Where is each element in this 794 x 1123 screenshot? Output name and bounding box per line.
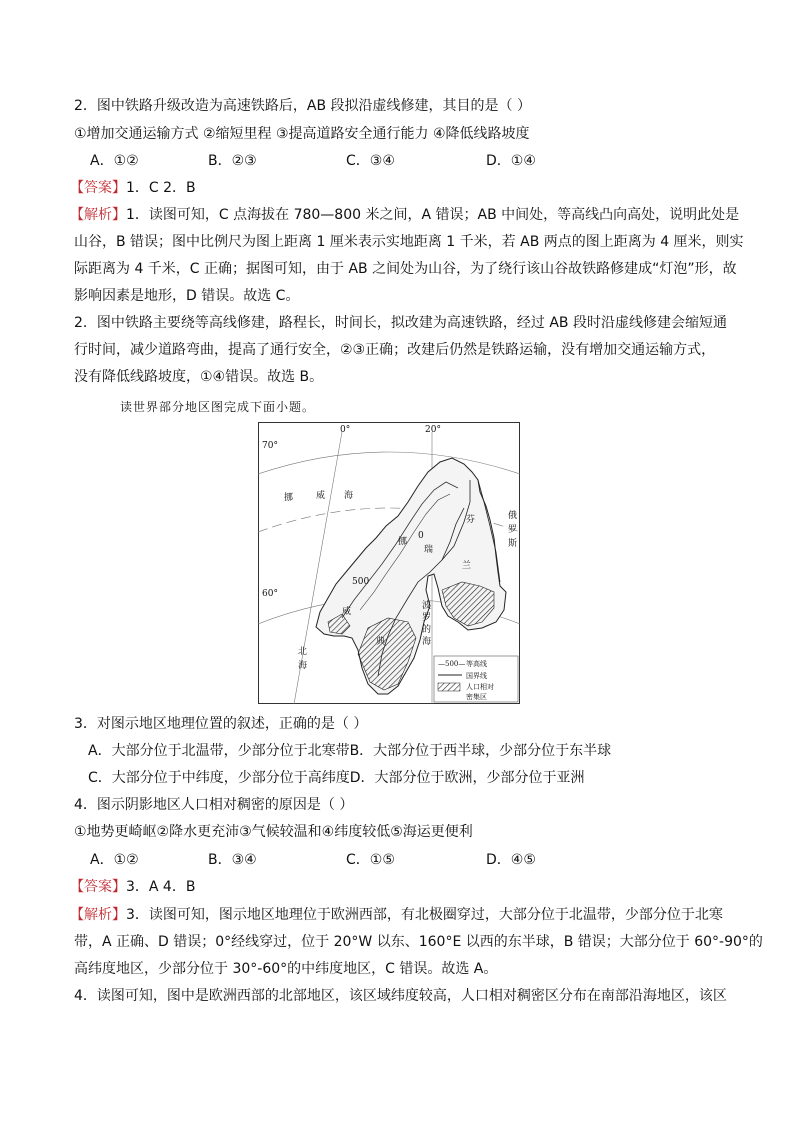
q2-option-a[interactable]: A．①②: [90, 153, 139, 169]
q2-option-c[interactable]: C．③④: [346, 153, 395, 169]
q2-option-b[interactable]: B．②③: [208, 153, 257, 169]
explanation-1-line-3: 际距离为 4 千米，C 正确；据图可知，由于 AB 之间处为山谷，为了绕行该山谷故铁路修建成“灯泡”形，故: [74, 261, 737, 277]
q3-row-2: [88, 768, 585, 788]
q3-stem: 3．对图示地区地理位置的叙述，正确的是（ ）: [74, 716, 368, 732]
q2-option-d[interactable]: D．①④: [486, 153, 536, 169]
q4-option-d[interactable]: D．④⑤: [486, 852, 536, 868]
label-baltic-2: 罗: [422, 613, 432, 623]
scandinavia-map: [258, 422, 520, 704]
label-north-sea-2: 海: [298, 661, 308, 671]
legend-dense-label-1: 人口相对: [466, 683, 494, 691]
label-norwegian-sea-3: 海: [344, 491, 354, 501]
explanation-1-line-1: [70, 205, 739, 225]
q3-option-a[interactable]: A．大部分位于北温带，少部分位于北寒带: [88, 743, 350, 759]
legend-border-label: 国界线: [466, 672, 487, 680]
legend-contour-label: 等高线: [466, 660, 487, 668]
q4-option-b[interactable]: B．③④: [208, 852, 257, 868]
map-legend: [434, 656, 518, 702]
lat-60-label: 60°: [262, 589, 278, 599]
label-sweden-1: 瑞: [424, 545, 434, 555]
q3-row-1: [88, 741, 611, 761]
lon-0-label: 0°: [340, 425, 351, 435]
lat-70-label: 70°: [262, 441, 278, 451]
explanation-tag: 【解析】: [70, 907, 126, 923]
contour-value-0: 0: [418, 531, 424, 541]
explanation-text: 3．读图可知，图示地区地理位于欧洲西部，有北极圈穿过，大部分位于北温带，少部分位于北寒: [126, 907, 723, 923]
q4-option-c[interactable]: C．①⑤: [346, 852, 395, 868]
answer-tag: 【答案】: [70, 879, 126, 895]
explanation-1-line-4: 影响因素是地形，D 错误。故选 C。: [74, 288, 300, 304]
label-baltic-3: 的: [422, 625, 432, 635]
label-norwegian-sea-1: 挪: [284, 493, 294, 503]
map-caption: 读世界部分地区图完成下面小题。: [120, 400, 316, 414]
answer-text: 1．C 2．B: [126, 180, 196, 196]
q3-option-b[interactable]: B．大部分位于西半球，少部分位于东半球: [349, 743, 612, 759]
q2-statements: ①增加交通运输方式 ②缩短里程 ③提高道路安全通行能力 ④降低线路坡度: [74, 126, 530, 142]
q3-option-d[interactable]: D．大部分位于欧洲，少部分位于亚洲: [349, 770, 585, 786]
explanation-tag: 【解析】: [70, 207, 126, 223]
label-russia-2: 罗: [508, 525, 518, 535]
explanation-3-line-4: 4．读图可知，图中是欧洲西部的北部地区，该区域纬度较高，人口相对稠密区分布在南部沿海地区，该区: [74, 988, 727, 1004]
q4-option-a[interactable]: A．①②: [90, 852, 139, 868]
explanation-2-line-1: 2．图中铁路主要绕等高线修建，路程长，时间长，拟改建为高速铁路，经过 AB 段时沿虚线修建会缩短通: [74, 315, 727, 331]
q3-option-c[interactable]: C．大部分位于中纬度，少部分位于高纬度: [88, 770, 350, 786]
answer-block-2: [70, 877, 195, 897]
answer-text: 3．A 4．B: [126, 879, 196, 895]
label-finland-2: 兰: [462, 561, 472, 571]
label-north-sea-1: 北: [298, 647, 308, 657]
explanation-2-line-3: 没有降低线路坡度，①④错误。故选 B。: [74, 369, 324, 385]
explanation-3-line-3: 高纬度地区，少部分位于 30°-60°的中纬度地区，C 错误。故选 A。: [74, 961, 498, 977]
contour-value-500: 500: [352, 577, 370, 587]
lon-20-label: 20°: [425, 425, 441, 435]
q4-statements: ①地势更崎岖②降水更充沛③气候较温和④纬度较低⑤海运更便利: [74, 824, 473, 840]
explanation-2-line-2: 行时间，减少道路弯曲，提高了通行安全，②③正确；改建后仍然是铁路运输，没有增加交通运输方式，: [74, 342, 716, 358]
legend-dense-label-2: 密集区: [466, 693, 487, 701]
answer-block-1: [70, 178, 196, 198]
label-finland-1: 芬: [466, 515, 476, 525]
label-baltic-4: 海: [422, 637, 432, 647]
explanation-text: 1．读图可知，C 点海拔在 780—800 米之间，A 错误；AB 中间处，等高线凸向高处，说明此处是: [126, 207, 740, 223]
label-sweden-2: 典: [376, 637, 386, 647]
explanation-3-line-2: 带，A 正确、D 错误；0°经线穿过，位于 20°W 以东、160°E 以西的东半球，B 错误；大部分位于 60°-90°的: [74, 934, 763, 950]
answer-tag: 【答案】: [70, 180, 126, 196]
label-norway-1: 挪: [398, 537, 408, 547]
label-norwegian-sea-2: 威: [316, 491, 326, 501]
explanation-3-line-1: [70, 905, 723, 925]
q2-stem: 2．图中铁路升级改造为高速铁路后，AB 段拟沿虚线修建，其目的是（ ）: [74, 98, 531, 114]
legend-hatch-sample: [438, 683, 460, 691]
legend-contour-sample: —500—: [438, 660, 466, 668]
label-russia-3: 斯: [508, 539, 518, 549]
label-baltic-1: 波: [422, 601, 432, 611]
label-russia-1: 俄: [508, 511, 518, 521]
explanation-1-line-2: 山谷，B 错误；图中比例尺为图上距离 1 厘米表示实地距离 1 千米，若 AB 两点的图上距离为 4 厘米，则实: [74, 234, 744, 250]
q4-stem: 4．图示阴影地区人口相对稠密的原因是（ ）: [74, 797, 354, 813]
label-norway-2: 威: [342, 607, 352, 617]
